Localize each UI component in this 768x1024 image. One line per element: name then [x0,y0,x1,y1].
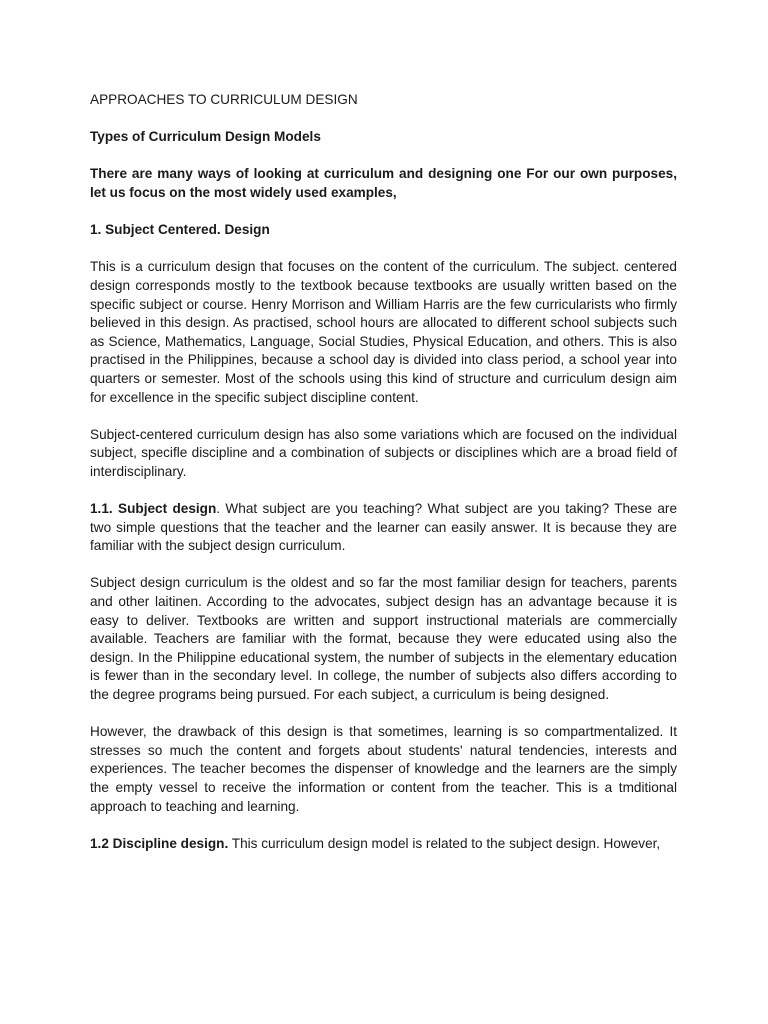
paragraph-subject-centered: This is a curriculum design that focuses on the content of the curriculum. The subject. centered design corresponds mostly to the textbook because textbooks are usually written based on the specific subject or course. Henry Morrison and William Harris are the few curricularists who firmly believed in this design. As practised, school hours are allocated to different school subjects such as Science, Mathematics, Language, Social Studies, Physical Education, and others. This is also practised in the Philippines, because a school day is divided into class period, a school year into quarters or semester. Most of the schools using this kind of structure and curriculum design aim for excellence in the specific subject discipline content. [90,259,677,405]
document-page [90,91,677,872]
section-heading-subject-centered: 1. Subject Centered. Design [90,222,270,238]
document-title: APPROACHES TO CURRICULUM DESIGN [90,92,358,107]
subsection-heading-discipline-design: 1.2 Discipline design. [90,835,229,851]
paragraph-subject-design [90,500,677,556]
paragraph-discipline-design [90,835,677,854]
subsection-heading-subject-design: 1.1. Subject design [90,501,217,517]
subsection-text-discipline-design: This curriculum design model is related to the subject design. However, [228,835,661,851]
subsection-text-subject-design: . What subject are you teaching? What subject are you taking? These are two simple questions that the teacher and the learner can easily answer. It is because they are familiar with the subject design curriculum. [90,501,678,554]
paragraph-variations: Subject-centered curriculum design has also some variations which are focused on the individual subject, specifle discipline and a combination of subjects or disciplines which are a broad field of interdisciplinary. [90,426,677,479]
document-subtitle: Types of Curriculum Design Models [90,129,321,145]
paragraph-drawback: However, the drawback of this design is that sometimes, learning is so compartmentalized. It stresses so much the content and forgets about students' natural tendencies, interests and experiences. The teacher becomes the dispenser of knowledge and the learners are the simply the empty vessel to receive the information or content from the teacher. This is a tmditional approach to teaching and learning. [90,724,677,814]
intro-paragraph: There are many ways of looking at curriculum and designing one For our own purposes, let us focus on the most widely used examples, [90,166,677,200]
paragraph-subject-design-advantages: Subject design curriculum is the oldest and so far the most familiar design for teachers, parents and other laitinen. According to the advocates, subject design has an advantage because it is easy to deliver. Textbooks are written and support instructional materials are commercially available. Teachers are familiar with the format, because they were educated using also the design. In the Philippine educational system, the number of subjects in the elementary education is fewer than in the secondary level. In college, the number of subjects also differs according to the degree programs being pursued. For each subject, a curriculum is being designed. [90,575,677,702]
